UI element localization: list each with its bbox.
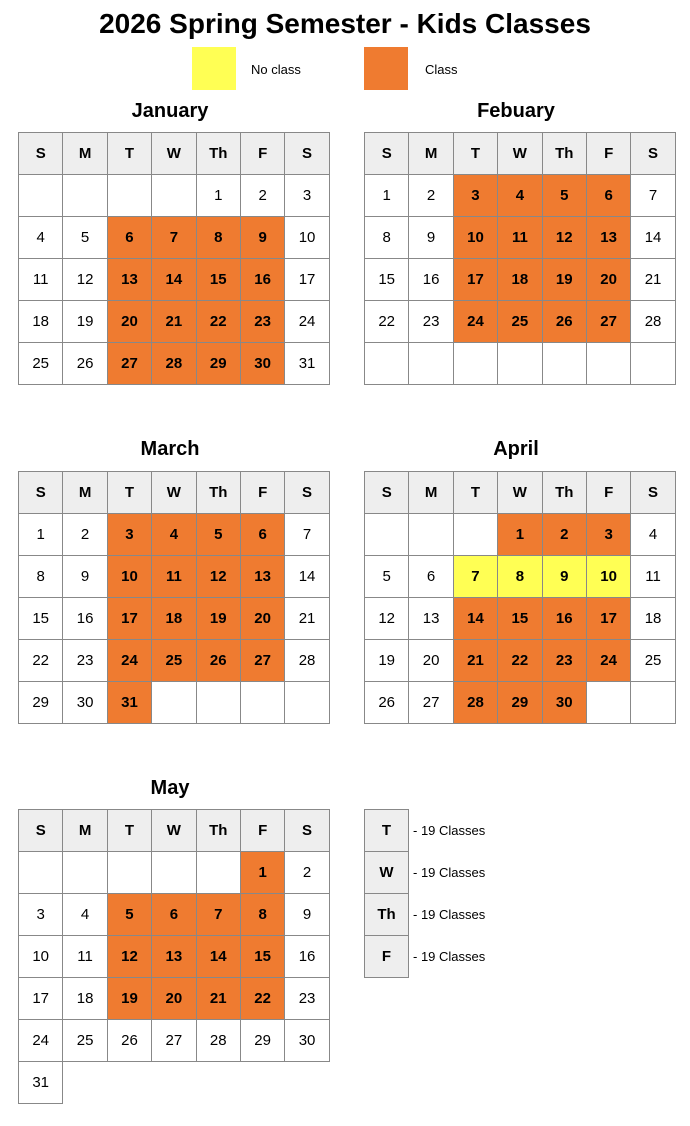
day-cell: 20 — [152, 978, 196, 1020]
day-cell: 18 — [63, 978, 107, 1020]
week-row — [365, 301, 676, 343]
day-cell: 7 — [285, 514, 329, 556]
day-cell: 2 — [542, 514, 586, 556]
weekday-header: Th — [542, 472, 586, 514]
week-row — [365, 556, 676, 598]
weekday-header: W — [498, 133, 542, 175]
weekday-header: S — [19, 472, 63, 514]
day-cell: 12 — [365, 598, 409, 640]
summary-day: F — [365, 936, 409, 978]
summary-count: - 19 Classes — [413, 907, 486, 922]
day-cell: 17 — [453, 259, 497, 301]
weekday-header: S — [285, 810, 329, 852]
day-cell: 1 — [365, 175, 409, 217]
day-cell: 29 — [196, 343, 240, 385]
weekday-header: W — [152, 133, 196, 175]
legend-class-label: Class — [425, 62, 458, 77]
day-cell: 9 — [409, 217, 453, 259]
day-cell: 30 — [285, 1020, 329, 1062]
day-cell: 4 — [19, 217, 63, 259]
day-cell: 11 — [631, 556, 675, 598]
day-cell: 19 — [542, 259, 586, 301]
weekday-header: S — [19, 133, 63, 175]
day-cell: 14 — [196, 936, 240, 978]
summary-row — [365, 894, 486, 936]
day-cell: 15 — [196, 259, 240, 301]
weekday-header: M — [409, 133, 453, 175]
day-cell: 6 — [107, 217, 151, 259]
week-row — [365, 598, 676, 640]
day-cell: 28 — [285, 640, 329, 682]
day-cell: 21 — [152, 301, 196, 343]
weekday-header: T — [107, 472, 151, 514]
month-title-april: April — [493, 438, 539, 460]
week-row — [19, 1062, 330, 1104]
day-cell: 29 — [498, 682, 542, 724]
day-cell: 4 — [63, 894, 107, 936]
day-cell: 12 — [196, 556, 240, 598]
empty-day-cell — [365, 343, 409, 385]
day-cell: 20 — [107, 301, 151, 343]
day-cell: 1 — [240, 852, 284, 894]
empty-day-cell — [542, 343, 586, 385]
week-row — [19, 343, 330, 385]
day-cell: 22 — [498, 640, 542, 682]
day-cell: 9 — [285, 894, 329, 936]
weekday-header-row — [365, 472, 676, 514]
day-cell: 19 — [107, 978, 151, 1020]
month-title-may: May — [150, 777, 190, 799]
day-cell: 23 — [542, 640, 586, 682]
day-cell: 18 — [152, 598, 196, 640]
weekday-header-row — [19, 133, 330, 175]
empty-day-cell — [63, 175, 107, 217]
day-cell: 8 — [240, 894, 284, 936]
empty-day-cell — [107, 852, 151, 894]
day-cell: 15 — [498, 598, 542, 640]
weekday-header: F — [240, 810, 284, 852]
day-cell: 23 — [409, 301, 453, 343]
day-cell: 10 — [586, 556, 630, 598]
day-cell: 24 — [285, 301, 329, 343]
day-cell: 19 — [365, 640, 409, 682]
day-cell: 1 — [498, 514, 542, 556]
summary-count: - 19 Classes — [413, 823, 486, 838]
day-cell: 4 — [631, 514, 675, 556]
week-row — [19, 259, 330, 301]
week-row — [365, 682, 676, 724]
weekday-header: M — [63, 472, 107, 514]
week-row — [19, 978, 330, 1020]
weekday-header: W — [498, 472, 542, 514]
day-cell: 18 — [19, 301, 63, 343]
summary-row — [365, 936, 486, 978]
day-cell: 31 — [107, 682, 151, 724]
day-cell: 16 — [63, 598, 107, 640]
day-cell: 28 — [196, 1020, 240, 1062]
day-cell: 26 — [365, 682, 409, 724]
day-cell: 30 — [240, 343, 284, 385]
week-row — [365, 514, 676, 556]
day-cell: 5 — [107, 894, 151, 936]
empty-day-cell — [240, 682, 284, 724]
day-cell: 17 — [285, 259, 329, 301]
day-cell: 21 — [453, 640, 497, 682]
empty-day-cell — [196, 852, 240, 894]
day-cell: 17 — [107, 598, 151, 640]
empty-day-cell — [409, 514, 453, 556]
day-cell: 2 — [240, 175, 284, 217]
week-row — [365, 259, 676, 301]
weekday-header: F — [240, 472, 284, 514]
day-cell: 25 — [152, 640, 196, 682]
legend-no-class-swatch — [192, 47, 236, 90]
week-row — [19, 301, 330, 343]
day-cell: 3 — [453, 175, 497, 217]
legend-class-swatch — [364, 47, 408, 90]
day-cell: 18 — [498, 259, 542, 301]
week-row — [19, 682, 330, 724]
day-cell: 17 — [19, 978, 63, 1020]
day-cell: 21 — [631, 259, 675, 301]
weekday-header: W — [152, 810, 196, 852]
week-row — [365, 175, 676, 217]
day-cell: 16 — [285, 936, 329, 978]
day-cell: 24 — [586, 640, 630, 682]
day-cell: 15 — [19, 598, 63, 640]
day-cell: 7 — [152, 217, 196, 259]
summary-day: T — [365, 810, 409, 852]
day-cell: 16 — [409, 259, 453, 301]
week-row — [19, 514, 330, 556]
day-cell: 22 — [365, 301, 409, 343]
empty-day-cell — [63, 852, 107, 894]
day-cell: 7 — [631, 175, 675, 217]
calendar-march — [18, 471, 330, 724]
day-cell: 12 — [63, 259, 107, 301]
empty-day-cell — [19, 852, 63, 894]
day-cell: 14 — [285, 556, 329, 598]
day-cell: 31 — [285, 343, 329, 385]
day-cell: 7 — [453, 556, 497, 598]
summary-count: - 19 Classes — [413, 865, 486, 880]
day-cell: 8 — [19, 556, 63, 598]
empty-day-cell — [453, 514, 497, 556]
day-cell: 6 — [152, 894, 196, 936]
calendar-may — [18, 809, 330, 1104]
day-cell: 11 — [152, 556, 196, 598]
day-cell: 14 — [453, 598, 497, 640]
weekday-header: T — [453, 133, 497, 175]
day-cell: 31 — [19, 1062, 63, 1104]
day-cell: 21 — [196, 978, 240, 1020]
empty-day-cell — [409, 343, 453, 385]
weekday-header: S — [365, 472, 409, 514]
weekday-header: T — [107, 133, 151, 175]
empty-day-cell — [631, 682, 675, 724]
empty-day-cell — [285, 682, 329, 724]
day-cell: 18 — [631, 598, 675, 640]
weekday-header: F — [586, 472, 630, 514]
day-cell: 29 — [19, 682, 63, 724]
summary-day: Th — [365, 894, 409, 936]
month-title-febuary: Febuary — [477, 100, 555, 122]
empty-day-cell — [631, 343, 675, 385]
legend-no-class-label: No class — [251, 62, 301, 77]
day-cell: 17 — [586, 598, 630, 640]
weekday-header: M — [63, 810, 107, 852]
day-cell: 2 — [409, 175, 453, 217]
day-cell: 8 — [498, 556, 542, 598]
empty-day-cell — [498, 343, 542, 385]
week-row — [19, 556, 330, 598]
day-cell: 22 — [19, 640, 63, 682]
day-cell: 8 — [365, 217, 409, 259]
empty-day-cell — [586, 682, 630, 724]
day-cell: 14 — [631, 217, 675, 259]
day-cell: 1 — [196, 175, 240, 217]
weekday-header: M — [63, 133, 107, 175]
week-row — [19, 936, 330, 978]
day-cell: 1 — [19, 514, 63, 556]
empty-day-cell — [107, 175, 151, 217]
day-cell: 25 — [63, 1020, 107, 1062]
day-cell: 8 — [196, 217, 240, 259]
empty-day-cell — [586, 343, 630, 385]
day-cell: 27 — [409, 682, 453, 724]
day-cell: 20 — [586, 259, 630, 301]
day-cell: 24 — [453, 301, 497, 343]
day-cell: 9 — [542, 556, 586, 598]
day-cell: 26 — [542, 301, 586, 343]
week-row — [365, 640, 676, 682]
day-cell: 23 — [63, 640, 107, 682]
calendar-febuary — [364, 132, 676, 385]
day-cell: 25 — [498, 301, 542, 343]
day-cell: 5 — [196, 514, 240, 556]
day-cell: 20 — [240, 598, 284, 640]
day-cell: 16 — [542, 598, 586, 640]
summary-row — [365, 810, 486, 852]
weekday-header: F — [586, 133, 630, 175]
summary-count: - 19 Classes — [413, 949, 486, 964]
day-cell: 20 — [409, 640, 453, 682]
day-cell: 11 — [498, 217, 542, 259]
day-cell: 19 — [63, 301, 107, 343]
week-row — [365, 343, 676, 385]
day-cell: 28 — [631, 301, 675, 343]
calendar-april — [364, 471, 676, 724]
day-cell: 16 — [240, 259, 284, 301]
day-cell: 21 — [285, 598, 329, 640]
weekday-header: S — [631, 472, 675, 514]
week-row — [19, 175, 330, 217]
weekday-header: F — [240, 133, 284, 175]
weekday-header-row — [365, 133, 676, 175]
day-cell: 12 — [107, 936, 151, 978]
weekday-header: S — [19, 810, 63, 852]
day-cell: 10 — [285, 217, 329, 259]
day-cell: 27 — [240, 640, 284, 682]
day-cell: 25 — [19, 343, 63, 385]
day-cell: 22 — [240, 978, 284, 1020]
day-cell: 27 — [107, 343, 151, 385]
month-title-january: January — [131, 100, 209, 122]
weekday-header: Th — [542, 133, 586, 175]
week-row — [19, 852, 330, 894]
day-cell: 3 — [285, 175, 329, 217]
empty-day-cell — [453, 343, 497, 385]
day-cell: 11 — [63, 936, 107, 978]
day-cell: 10 — [453, 217, 497, 259]
day-cell: 15 — [365, 259, 409, 301]
week-row — [19, 640, 330, 682]
day-cell: 26 — [63, 343, 107, 385]
day-cell: 25 — [631, 640, 675, 682]
day-cell: 23 — [285, 978, 329, 1020]
day-cell: 6 — [586, 175, 630, 217]
day-cell: 4 — [498, 175, 542, 217]
empty-day-cell — [19, 175, 63, 217]
summary-row — [365, 852, 486, 894]
empty-day-cell — [152, 175, 196, 217]
day-cell: 4 — [152, 514, 196, 556]
day-cell: 13 — [586, 217, 630, 259]
empty-day-cell — [152, 852, 196, 894]
weekday-header: S — [285, 133, 329, 175]
summary-day: W — [365, 852, 409, 894]
day-cell: 3 — [19, 894, 63, 936]
day-cell: 13 — [240, 556, 284, 598]
day-cell: 22 — [196, 301, 240, 343]
day-cell: 26 — [196, 640, 240, 682]
weekday-header-row — [19, 810, 330, 852]
weekday-header: S — [285, 472, 329, 514]
weekday-header: S — [631, 133, 675, 175]
class-count-summary — [364, 809, 486, 978]
day-cell: 11 — [19, 259, 63, 301]
day-cell: 5 — [365, 556, 409, 598]
day-cell: 13 — [107, 259, 151, 301]
day-cell: 3 — [107, 514, 151, 556]
week-row — [19, 598, 330, 640]
week-row — [19, 217, 330, 259]
day-cell: 9 — [63, 556, 107, 598]
day-cell: 5 — [542, 175, 586, 217]
weekday-header-row — [19, 472, 330, 514]
weekday-header: W — [152, 472, 196, 514]
day-cell: 30 — [542, 682, 586, 724]
page-title: 2026 Spring Semester - Kids Classes — [99, 8, 591, 39]
day-cell: 26 — [107, 1020, 151, 1062]
day-cell: 6 — [409, 556, 453, 598]
day-cell: 15 — [240, 936, 284, 978]
weekday-header: M — [409, 472, 453, 514]
day-cell: 2 — [285, 852, 329, 894]
empty-day-cell — [196, 682, 240, 724]
day-cell: 10 — [107, 556, 151, 598]
week-row — [365, 217, 676, 259]
day-cell: 14 — [152, 259, 196, 301]
day-cell: 27 — [586, 301, 630, 343]
day-cell: 10 — [19, 936, 63, 978]
day-cell: 24 — [107, 640, 151, 682]
day-cell: 23 — [240, 301, 284, 343]
weekday-header: Th — [196, 810, 240, 852]
weekday-header: Th — [196, 472, 240, 514]
day-cell: 3 — [586, 514, 630, 556]
day-cell: 19 — [196, 598, 240, 640]
month-title-march: March — [140, 438, 200, 460]
calendar-january — [18, 132, 330, 385]
weekday-header: T — [453, 472, 497, 514]
day-cell: 30 — [63, 682, 107, 724]
empty-day-cell — [152, 682, 196, 724]
weekday-header: Th — [196, 133, 240, 175]
day-cell: 2 — [63, 514, 107, 556]
weekday-header: S — [365, 133, 409, 175]
week-row — [19, 1020, 330, 1062]
day-cell: 29 — [240, 1020, 284, 1062]
empty-day-cell — [365, 514, 409, 556]
day-cell: 28 — [152, 343, 196, 385]
day-cell: 27 — [152, 1020, 196, 1062]
day-cell: 13 — [409, 598, 453, 640]
day-cell: 13 — [152, 936, 196, 978]
week-row — [19, 894, 330, 936]
day-cell: 12 — [542, 217, 586, 259]
day-cell: 6 — [240, 514, 284, 556]
day-cell: 9 — [240, 217, 284, 259]
day-cell: 24 — [19, 1020, 63, 1062]
day-cell: 7 — [196, 894, 240, 936]
day-cell: 5 — [63, 217, 107, 259]
weekday-header: T — [107, 810, 151, 852]
day-cell: 28 — [453, 682, 497, 724]
